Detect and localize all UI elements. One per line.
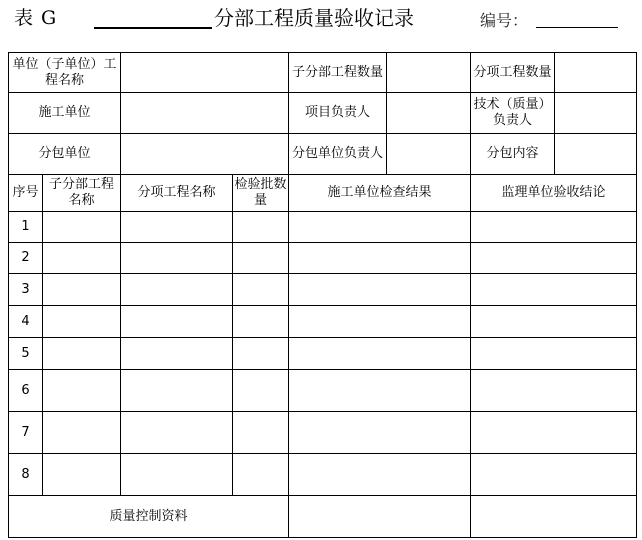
sub-item-name-cell[interactable] (121, 212, 233, 243)
construction-result-cell[interactable] (289, 338, 471, 370)
construction-unit-label: 施工单位 (9, 93, 121, 134)
construction-result-cell[interactable] (289, 212, 471, 243)
project-leader-value[interactable] (387, 93, 471, 134)
sub-item-name-cell[interactable] (121, 412, 233, 454)
construction-result-cell[interactable] (289, 370, 471, 412)
sub-division-name-cell[interactable] (43, 370, 121, 412)
col-header-sub-item-name: 分项工程名称 (121, 175, 233, 212)
table-label: 表 G (14, 7, 58, 29)
subcontractor-value[interactable] (121, 134, 289, 175)
number-label: 编号： (480, 11, 529, 30)
col-header-supervision-conclusion: 监理单位验收结论 (471, 175, 637, 212)
sub-item-name-cell[interactable] (121, 370, 233, 412)
sub-item-qty-value[interactable] (555, 53, 637, 93)
supervision-conclusion-cell[interactable] (471, 212, 637, 243)
subcontractor-leader-value[interactable] (387, 134, 471, 175)
sub-division-name-cell[interactable] (43, 454, 121, 496)
table-row (9, 306, 637, 338)
sub-division-name-cell[interactable] (43, 274, 121, 306)
sub-item-name-cell[interactable] (121, 338, 233, 370)
col-header-construction-result: 施工单位检查结果 (289, 175, 471, 212)
row-number: 1 (9, 212, 43, 243)
supervision-conclusion-cell[interactable] (471, 412, 637, 454)
unit-name-label: 单位（子单位）工程名称 (9, 53, 121, 93)
batch-qty-cell[interactable] (233, 243, 289, 274)
project-leader-label: 项目负责人 (289, 93, 387, 134)
table-row (9, 212, 637, 243)
batch-qty-cell[interactable] (233, 412, 289, 454)
supervision-conclusion-cell[interactable] (471, 274, 637, 306)
sub-division-qty-label: 子分部工程数量 (289, 53, 387, 93)
number-field[interactable] (536, 27, 618, 28)
construction-result-cell[interactable] (289, 243, 471, 274)
unit-name-value[interactable] (121, 53, 289, 93)
table-row (9, 370, 637, 412)
row-number: 6 (9, 370, 43, 412)
sub-item-name-cell[interactable] (121, 274, 233, 306)
sub-division-name-cell[interactable] (43, 306, 121, 338)
supervision-conclusion-cell[interactable] (471, 243, 637, 274)
batch-qty-cell[interactable] (233, 370, 289, 412)
construction-result-cell[interactable] (289, 454, 471, 496)
technical-leader-value[interactable] (555, 93, 637, 134)
sub-division-name-cell[interactable] (43, 212, 121, 243)
quality-docs-supervision-cell[interactable] (471, 496, 637, 538)
supervision-conclusion-cell[interactable] (471, 370, 637, 412)
construction-result-cell[interactable] (289, 274, 471, 306)
sub-division-qty-value[interactable] (387, 53, 471, 93)
sub-division-name-cell[interactable] (43, 243, 121, 274)
row-number: 8 (9, 454, 43, 496)
row-number: 7 (9, 412, 43, 454)
quality-docs-label: 质量控制资料 (9, 496, 289, 538)
sub-division-name-cell[interactable] (43, 338, 121, 370)
subcontractor-leader-label: 分包单位负责人 (289, 134, 387, 175)
row-number: 2 (9, 243, 43, 274)
technical-leader-label: 技术（质量）负责人 (471, 93, 555, 134)
col-header-seq: 序号 (9, 175, 43, 212)
acceptance-record-table (8, 52, 637, 538)
title-blank-line[interactable] (94, 27, 212, 29)
sub-item-name-cell[interactable] (121, 243, 233, 274)
sub-item-qty-label: 分项工程数量 (471, 53, 555, 93)
sub-division-name-cell[interactable] (43, 412, 121, 454)
table-row (9, 274, 637, 306)
form-title: 分部工程质量验收记录 (214, 6, 414, 30)
supervision-conclusion-cell[interactable] (471, 338, 637, 370)
table-row (9, 338, 637, 370)
form-header (0, 0, 642, 40)
batch-qty-cell[interactable] (233, 338, 289, 370)
sub-item-name-cell[interactable] (121, 454, 233, 496)
construction-result-cell[interactable] (289, 306, 471, 338)
subcontract-content-value[interactable] (555, 134, 637, 175)
construction-unit-value[interactable] (121, 93, 289, 134)
table-row (9, 243, 637, 274)
sub-item-name-cell[interactable] (121, 306, 233, 338)
col-header-sub-division-name: 子分部工程名称 (43, 175, 121, 212)
batch-qty-cell[interactable] (233, 212, 289, 243)
batch-qty-cell[interactable] (233, 306, 289, 338)
row-number: 5 (9, 338, 43, 370)
supervision-conclusion-cell[interactable] (471, 306, 637, 338)
col-header-batch-qty: 检验批数量 (233, 175, 289, 212)
subcontract-content-label: 分包内容 (471, 134, 555, 175)
table-row (9, 412, 637, 454)
quality-docs-construction-cell[interactable] (289, 496, 471, 538)
row-number: 3 (9, 274, 43, 306)
supervision-conclusion-cell[interactable] (471, 454, 637, 496)
table-row (9, 454, 637, 496)
subcontractor-label: 分包单位 (9, 134, 121, 175)
construction-result-cell[interactable] (289, 412, 471, 454)
row-number: 4 (9, 306, 43, 338)
batch-qty-cell[interactable] (233, 274, 289, 306)
batch-qty-cell[interactable] (233, 454, 289, 496)
